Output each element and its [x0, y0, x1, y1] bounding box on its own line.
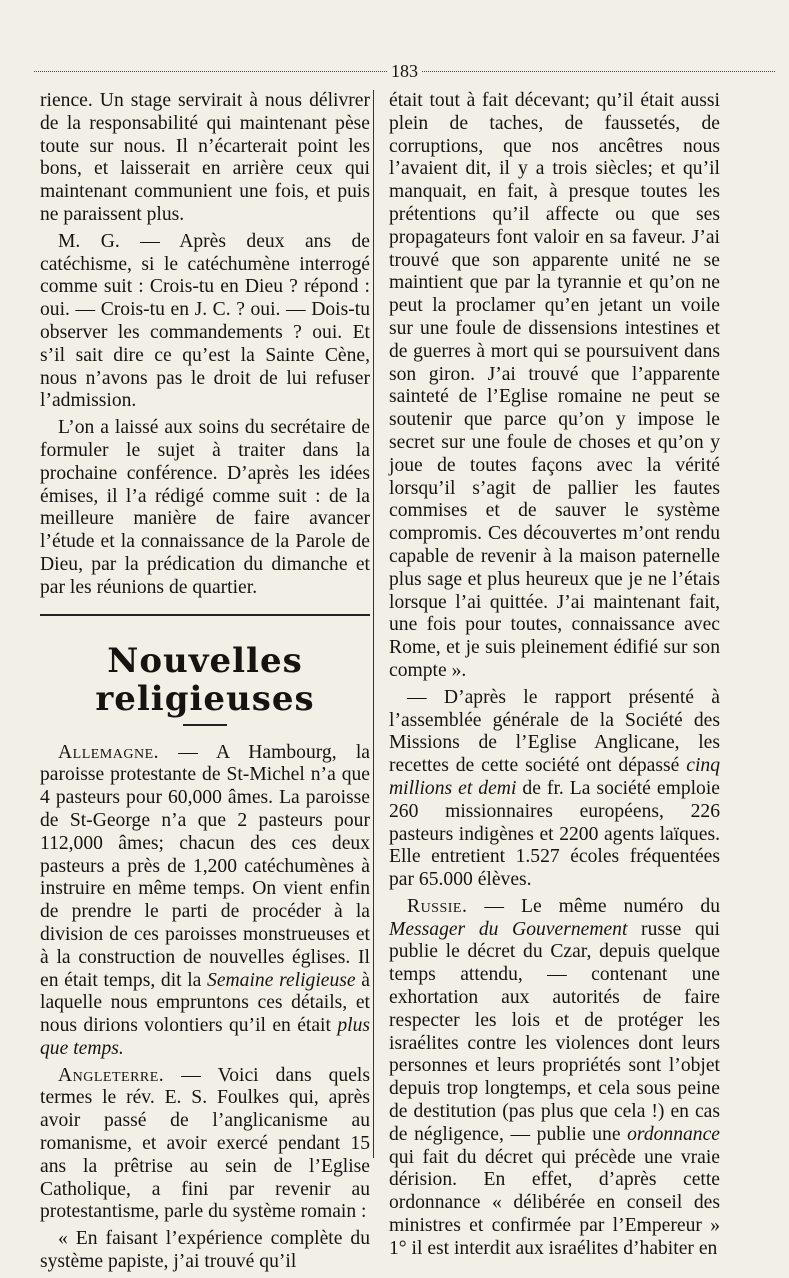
news-allemagne-italic-1: Semaine religieuse [207, 969, 356, 991]
section-title-text: Nouvelles religieuses [95, 640, 315, 719]
header-rule-right [422, 71, 775, 72]
news-missions-italic: cinq millions et demi [389, 755, 720, 799]
left-paragraph-3: L’on a laissé aux soins du secrétaire de formuler le sujet à traiter dans la prochaine conférence. D’après les idées émises, il l’a rédigé comme suit : de la meilleure manière de faire avancer l’étude et la connaissance de la Parole de Dieu, par la prédication du dimanche et par les réunions de quartier. [40, 417, 370, 598]
page-number: 183 [391, 60, 418, 81]
news-allemagne-text-1: — A Hambourg, la paroisse protestante de St-Michel n’a que 4 pasteurs pour 60,000 âmes. La paroisse de St-George n’a que 2 pasteurs pour 112,000 âmes; chacun des ces deux pasteurs a près de 1,200 catéchumènes à instruire en même temps. On vient enfin de prendre le parti de procéder à la division de ces paroisses monstrueuses et à la construction de nouvelles églises. Il en était temps, dit la [40, 741, 370, 991]
news-angleterre [40, 1065, 370, 1225]
news-allemagne-label: Allemagne. [58, 741, 160, 763]
news-russie-text-1: — Le même numéro du [467, 895, 720, 917]
news-missions-text-2: de fr. La société emploie 260 missionnaires européens, 226 pasteurs indigènes et 2200 agents laïques. Elle entretient 1.527 écoles fréquentées par 65.000 élèves. [389, 777, 720, 891]
news-allemagne-text-2: à laquelle nous empruntons ces détails, et nous dirions volontiers qu’il en était [40, 969, 370, 1037]
right-column [389, 90, 720, 1265]
news-allemagne-italic-2: plus que temps. [40, 1015, 370, 1059]
news-russie-italic-2: ordonnance [627, 1123, 720, 1145]
news-angleterre-text: — Voici dans quels termes le rév. E. S. Foulkes qui, après avoir passé de l’anglicanisme au romanisme, et avoir exercé pendant 15 ans la prêtrise au sein de l’Eglise Catholique, a fini par revenir au protestantisme, parle du système romain : [40, 1064, 370, 1223]
left-paragraph-2: M. G. — Après deux ans de catéchisme, si le catéchumène interrogé comme suit : Crois-tu en Dieu ? répond : oui. — Crois-tu en J. C. ? oui. — Dois-tu observer les commandements ? oui. Et s’il sait dire ce qu’est la Sainte Cène, nous n’avons pas le droit de lui refuser l’admission. [40, 230, 370, 412]
news-missions [389, 687, 720, 892]
section-title-rule [183, 724, 227, 726]
news-russie-italic-1: Messager du Gouvernement [389, 918, 628, 940]
left-paragraph-1: rience. Un stage servirait à nous délivrer de la responsabilité qui maintenant pèse toute sur nous. Il n’écarterait point les bons, et laisserait en arrière ceux qui maintenant communient une fois, et puis ne paraissent plus. [40, 90, 370, 225]
news-allemagne [40, 742, 370, 1061]
news-missions-text-1: — D’après le rapport présenté à l’assemblée générale de la Société des Missions de l’Eglise Anglicane, les recettes de cette société ont dépassé [389, 686, 720, 777]
left-column [40, 90, 370, 1278]
column-divider [373, 90, 374, 1158]
news-russie [389, 896, 720, 1261]
section-title [40, 642, 370, 726]
news-russie-text-2: russe qui publie le décret du Czar, depuis quelque temps attendu, — contenant une exhortation aux autorités de faire respecter les lois et de protéger les israélites contre les violences dont leurs personnes et leurs propriétés sont l’objet depuis trop longtemps, et cela sous peine de destitution (pas plus que cela !) en cas de négligence, — publie une [389, 918, 720, 1145]
news-angleterre-label: Angleterre. [58, 1064, 165, 1086]
section-separator [40, 614, 370, 616]
news-russie-text-3: qui fait du décret qui précède une vraie dérision. En effet, d’après cette ordonnance « délibérée en conseil des ministres et confirmée par l’Empereur » 1° il est interdit aux israélites d’habiter en [389, 1146, 720, 1259]
header-rule-left [34, 71, 387, 72]
quote-continuation: était tout à fait décevant; qu’il était aussi plein de taches, de faussetés, de corruptions, que nos ancêtres nous l’avaient dit, il y a trois siècles; et qu’il manquait, en fait, à presque toutes les prétentions qu’il affecte ou que ses propagateurs font valoir en sa faveur. J’ai trouvé que son apparente unité ne se maintient que par la tyrannie et qu’on ne peut la proclamer qu’en jetant un voile sur une foule de dissensions intestines et de guerres à mort qui se poursuivent dans son giron. J’ai trouvé que l’apparente sainteté de l’Eglise romaine ne peut se soutenir que parce qu’on y impose le secret sur une foule de choses et qu’on y joue de toutes façons avec la vérité lorsqu’il s’agit de pallier les fautes commises et de sauver le système compromis. Ces découvertes m’ont rendu capable de revenir à la maison paternelle plus sage et plus heureux que je ne l’étais lorsque l’ai quittée. J’ai maintenant fait, une fois pour toutes, connaissance avec Rome, et je suis pleinement édifié sur son compte ». [389, 90, 720, 681]
page-header [34, 60, 775, 82]
news-russie-label: Russie. [407, 895, 468, 917]
quote-start: « En faisant l’expérience complète du système papiste, j’ai trouvé qu’il [40, 1228, 370, 1273]
